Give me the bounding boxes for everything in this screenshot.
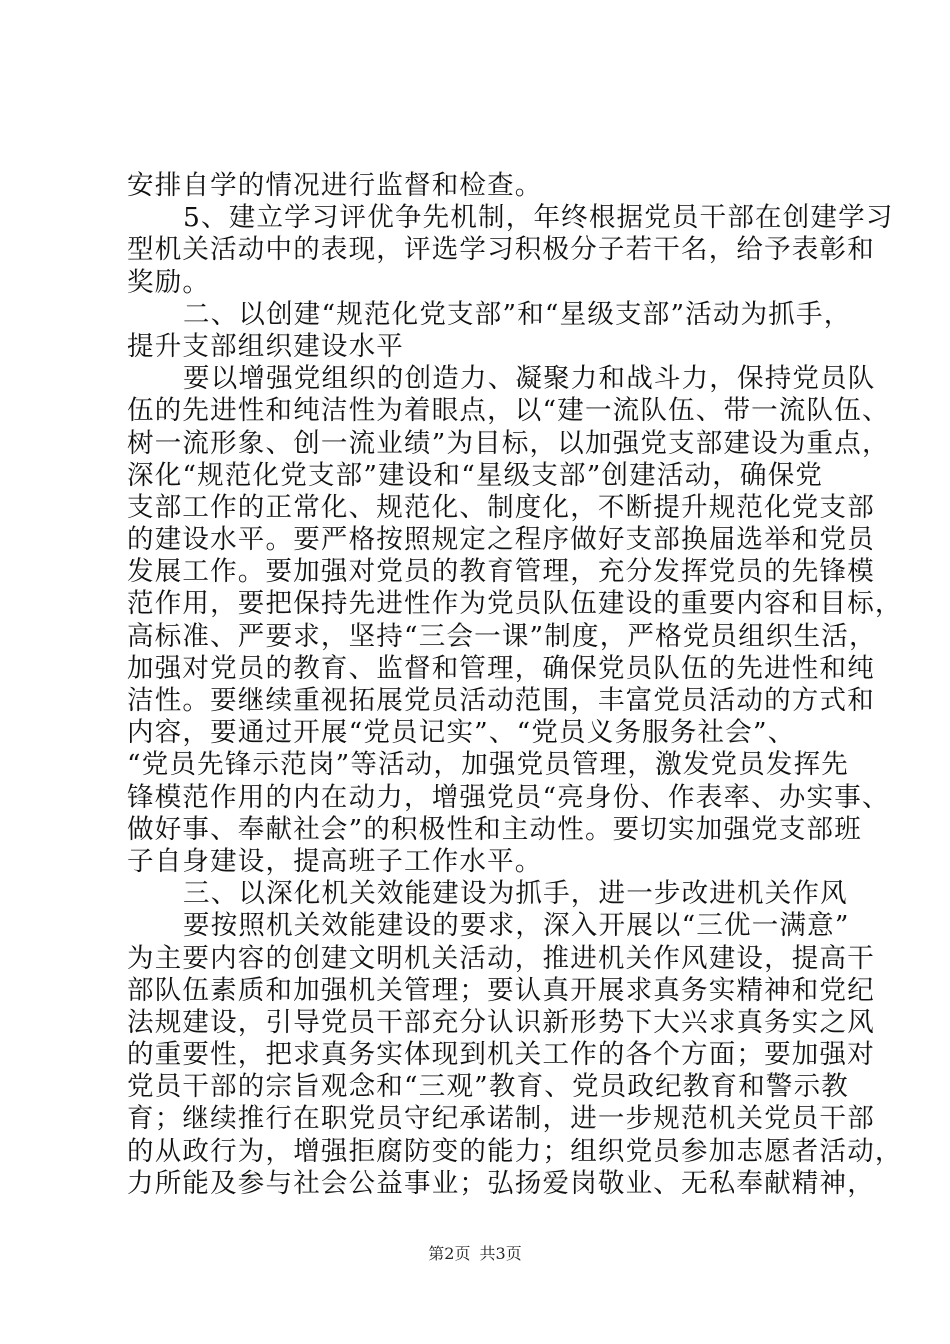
text-line: 洁性。要继续重视拓展党员活动范围，丰富党员活动的方式和 [127,685,875,716]
page-number: 第2页 [428,1244,471,1263]
text-line: 锋模范作用的内在动力，增强党员“亮身份、作表率、办实事、 [127,781,890,813]
document-body [127,170,903,1200]
text-line: 安排自学的情况进行监督和检查。 [127,170,543,201]
text-line: 法规建设，引导党员干部充分认识新形势下大兴求真务实之风 [127,1006,875,1038]
page-total: 共3页 [479,1244,522,1263]
text-line: 的重要性，把求真务实体现到机关工作的各个方面；要加强对 [127,1039,875,1071]
text-line: 支部工作的正常化、规范化、制度化，不断提升规范化党支部 [127,491,875,523]
text-line: 深化“规范化党支部”建设和“星级支部”创建活动，确保党 [127,459,824,491]
text-line: 党员干部的宗旨观念和“三观”教育、党员政纪教育和警示教 [127,1071,849,1103]
text-line: 做好事、奉献社会”的积极性和主动性。要切实加强党支部班 [127,813,862,845]
text-line: 型机关活动中的表现，评选学习积极分子若干名，给予表彰和 [127,234,875,266]
section-heading-three: 三、以深化机关效能建设为抓手，进一步改进机关作风 [183,878,848,910]
text-line: 的从政行为，增强拒腐防变的能力；组织党员参加志愿者活动， [127,1135,903,1167]
section-heading-two-cont: 提升支部组织建设水平 [127,330,404,362]
text-line: 伍的先进性和纯洁性为着眼点，以“建一流队伍、带一流队伍、 [127,395,890,427]
text-line: 要以增强党组织的创造力、凝聚力和战斗力，保持党员队 [183,363,876,395]
page-footer [0,1244,950,1264]
text-line: 为主要内容的创建文明机关活动，推进机关作风建设，提高干 [127,942,875,974]
section-heading-two: 二、以创建“规范化党支部”和“星级支部”活动为抓手， [183,298,852,330]
text-line: “党员先锋示范岗”等活动，加强党员管理，激发党员发挥先 [127,749,849,781]
text-line: 要按照机关效能建设的要求，深入开展以“三优一满意” [183,910,850,942]
text-line: 的建设水平。要严格按照规定之程序做好支部换届选举和党员 [127,524,875,556]
text-line: 范作用，要把保持先进性作为党员队伍建设的重要内容和目标， [127,588,903,620]
text-line: 加强对党员的教育、监督和管理，确保党员队伍的先进性和纯 [127,652,875,684]
text-line: 发展工作。要加强对党员的教育管理，充分发挥党员的先锋模 [127,556,875,588]
text-line: 5、建立学习评优争先机制，年终根据党员干部在创建学习 [183,202,894,234]
text-line: 部队伍素质和加强机关管理；要认真开展求真务实精神和党纪 [127,974,875,1006]
text-line: 树一流形象、创一流业绩”为目标，以加强党支部建设为重点， [127,427,890,459]
text-line: 力所能及参与社会公益事业；弘扬爱岗敬业、无私奉献精神， [127,1167,875,1199]
text-line: 奖励。 [127,266,211,298]
text-line: 子自身建设，提高班子工作水平。 [127,845,543,877]
text-line: 内容，要通过开展“党员记实”、“党员义务服务社会”、 [127,717,796,749]
text-line: 育；继续推行在职党员守纪承诺制，进一步规范机关党员干部 [127,1103,875,1135]
text-line: 高标准、严要求，坚持“三会一课”制度，严格党员组织生活， [127,620,877,652]
